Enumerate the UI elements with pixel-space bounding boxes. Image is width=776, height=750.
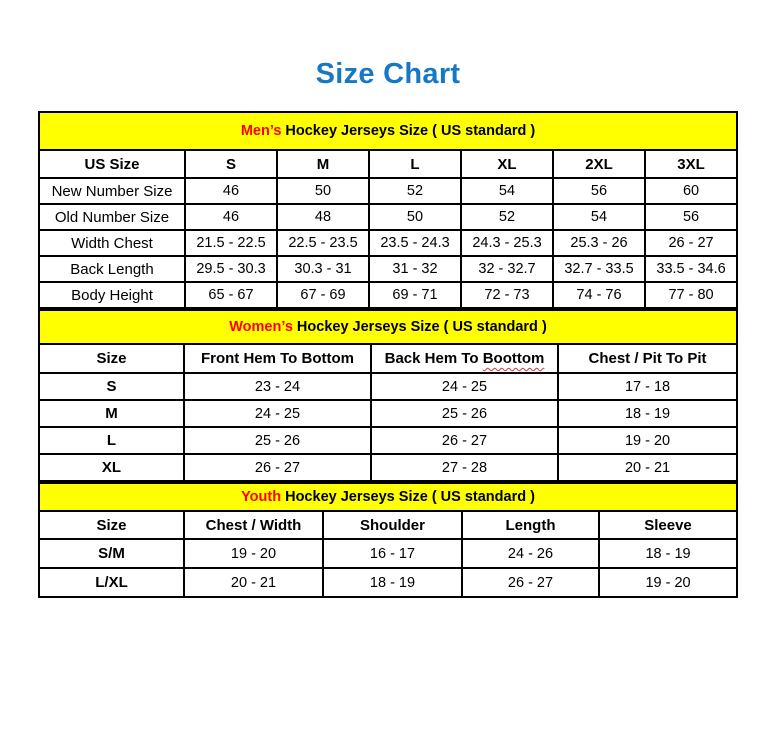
youth-value-cell: 18 - 19 <box>599 539 737 568</box>
womens-banner-highlight: Women’s <box>229 319 293 335</box>
mens-value-cell: 25.3 - 26 <box>553 230 645 256</box>
womens-row-label: XL <box>39 454 184 481</box>
mens-column-header: 3XL <box>645 150 737 178</box>
womens-section-banner: Women’s Hockey Jerseys Size ( US standard ) <box>39 310 737 344</box>
mens-value-cell: 31 - 32 <box>369 256 461 282</box>
womens-column-header: Back Hem To Boottom <box>371 344 558 373</box>
womens-value-cell: 24 - 25 <box>184 400 371 427</box>
mens-table-row <box>39 230 737 256</box>
mens-value-cell: 52 <box>461 204 553 230</box>
womens-value-cell: 25 - 26 <box>184 427 371 454</box>
mens-value-cell: 33.5 - 34.6 <box>645 256 737 282</box>
mens-value-cell: 50 <box>277 178 369 204</box>
youth-value-cell: 18 - 19 <box>323 568 462 597</box>
youth-value-cell: 19 - 20 <box>599 568 737 597</box>
youth-value-cell: 24 - 26 <box>462 539 599 568</box>
womens-table-row <box>39 454 737 481</box>
size-chart-tables <box>38 111 736 598</box>
womens-row-label: S <box>39 373 184 400</box>
mens-column-header: M <box>277 150 369 178</box>
womens-row-label: L <box>39 427 184 454</box>
mens-value-cell: 21.5 - 22.5 <box>185 230 277 256</box>
mens-table-row <box>39 204 737 230</box>
misspelled-word: Boottom <box>482 350 545 367</box>
womens-column-header: Front Hem To Bottom <box>184 344 371 373</box>
mens-value-cell: 54 <box>553 204 645 230</box>
mens-value-cell: 50 <box>369 204 461 230</box>
womens-value-cell: 20 - 21 <box>558 454 737 481</box>
mens-value-cell: 48 <box>277 204 369 230</box>
mens-column-header: US Size <box>39 150 185 178</box>
womens-value-cell: 24 - 25 <box>371 373 558 400</box>
mens-banner-highlight: Men’s <box>240 123 282 139</box>
mens-table-row <box>39 256 737 282</box>
womens-value-cell: 25 - 26 <box>371 400 558 427</box>
womens-value-cell: 23 - 24 <box>184 373 371 400</box>
mens-size-table <box>38 111 738 309</box>
page-title: Size Chart <box>315 58 461 90</box>
mens-value-cell: 30.3 - 31 <box>277 256 369 282</box>
mens-value-cell: 23.5 - 24.3 <box>369 230 461 256</box>
womens-value-cell: 26 - 27 <box>371 427 558 454</box>
mens-value-cell: 65 - 67 <box>185 282 277 308</box>
youth-banner-highlight: Youth <box>241 489 282 505</box>
mens-column-header: L <box>369 150 461 178</box>
mens-value-cell: 74 - 76 <box>553 282 645 308</box>
mens-row-label: Body Height <box>39 282 185 308</box>
mens-value-cell: 67 - 69 <box>277 282 369 308</box>
womens-value-cell: 27 - 28 <box>371 454 558 481</box>
womens-table-row <box>39 373 737 400</box>
womens-size-table <box>38 309 738 482</box>
womens-table-row <box>39 400 737 427</box>
mens-value-cell: 54 <box>461 178 553 204</box>
mens-value-cell: 29.5 - 30.3 <box>185 256 277 282</box>
mens-column-header: 2XL <box>553 150 645 178</box>
womens-column-header: Chest / Pit To Pit <box>558 344 737 373</box>
youth-size-table <box>38 482 738 598</box>
mens-value-cell: 32 - 32.7 <box>461 256 553 282</box>
mens-value-cell: 46 <box>185 204 277 230</box>
mens-value-cell: 60 <box>645 178 737 204</box>
mens-column-header: S <box>185 150 277 178</box>
youth-table-row <box>39 568 737 597</box>
mens-value-cell: 22.5 - 23.5 <box>277 230 369 256</box>
mens-row-label: New Number Size <box>39 178 185 204</box>
youth-column-header: Length <box>462 511 599 539</box>
womens-value-cell: 17 - 18 <box>558 373 737 400</box>
womens-value-cell: 19 - 20 <box>558 427 737 454</box>
youth-column-header: Size <box>39 511 184 539</box>
mens-value-cell: 77 - 80 <box>645 282 737 308</box>
womens-column-header: Size <box>39 344 184 373</box>
mens-value-cell: 56 <box>645 204 737 230</box>
youth-column-header: Sleeve <box>599 511 737 539</box>
womens-value-cell: 26 - 27 <box>184 454 371 481</box>
mens-value-cell: 72 - 73 <box>461 282 553 308</box>
mens-table-row <box>39 282 737 308</box>
youth-column-header: Chest / Width <box>184 511 323 539</box>
youth-value-cell: 19 - 20 <box>184 539 323 568</box>
youth-value-cell: 26 - 27 <box>462 568 599 597</box>
mens-value-cell: 24.3 - 25.3 <box>461 230 553 256</box>
mens-column-header: XL <box>461 150 553 178</box>
youth-table-row <box>39 539 737 568</box>
womens-value-cell: 18 - 19 <box>558 400 737 427</box>
mens-row-label: Width Chest <box>39 230 185 256</box>
youth-column-header: Shoulder <box>323 511 462 539</box>
mens-value-cell: 56 <box>553 178 645 204</box>
youth-row-label: S/M <box>39 539 184 568</box>
womens-row-label: M <box>39 400 184 427</box>
mens-value-cell: 46 <box>185 178 277 204</box>
youth-value-cell: 16 - 17 <box>323 539 462 568</box>
youth-value-cell: 20 - 21 <box>184 568 323 597</box>
mens-section-banner: Men’s Hockey Jerseys Size ( US standard ) <box>39 112 737 150</box>
youth-section-banner: Youth Hockey Jerseys Size ( US standard ) <box>39 483 737 511</box>
womens-table-row <box>39 427 737 454</box>
mens-value-cell: 69 - 71 <box>369 282 461 308</box>
mens-table-row <box>39 178 737 204</box>
mens-value-cell: 26 - 27 <box>645 230 737 256</box>
mens-row-label: Old Number Size <box>39 204 185 230</box>
youth-row-label: L/XL <box>39 568 184 597</box>
mens-value-cell: 52 <box>369 178 461 204</box>
mens-row-label: Back Length <box>39 256 185 282</box>
mens-value-cell: 32.7 - 33.5 <box>553 256 645 282</box>
